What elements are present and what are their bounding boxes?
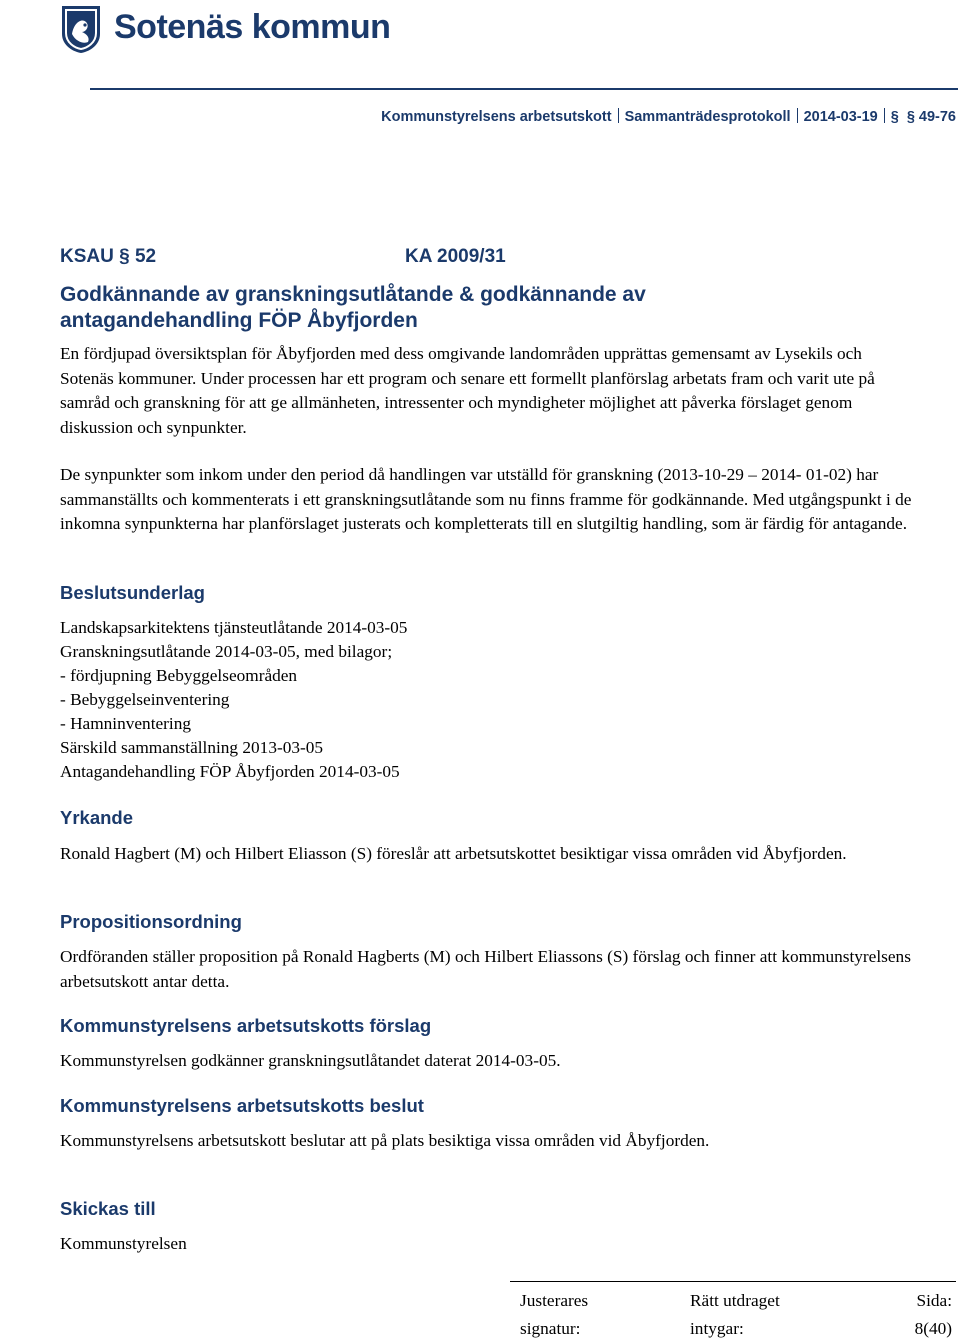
review-paragraph: De synpunkter som inkom under den period då handlingen var utställd för granskning (2013-10-29 – 2014- 01-02) har sammanställts och kommenterats i ett granskningsutlåtande som nu finns framme för godkännande. Med utgångspunkt i de inkomna synpunkterna har planförslaget justerats och kompletterats till en slutgiltig handling, som är färdig för antagande. <box>60 465 912 533</box>
case-title <box>60 282 920 334</box>
document-type: Sammanträdesprotokoll <box>624 109 791 125</box>
skickas-till-text: Kommunstyrelsen <box>60 1234 187 1253</box>
case-paragraph-id: KSAU § 52 <box>60 246 157 267</box>
section-heading-propositionsordning: Propositionsordning <box>60 911 242 932</box>
background-paragraph: En fördjupad översiktsplan för Åbyfjorden med dess omgivande landområden upprättas gemensamt av Lysekils och Sotenäs kommuner. Under processen har ett program och senare ett formellt planförslag arbetats fram och varit ute på samråd och granskning för att ge allmänheten, intressenter och myndigheter möjlighet att påverka förslaget genom diskussion och synpunkter. <box>60 344 875 437</box>
intygar-label: intygar: <box>690 1319 744 1338</box>
meeting-date: 2014-03-19 <box>803 109 878 125</box>
justerares-label: Justerares <box>520 1291 589 1310</box>
basis-item: Särskild sammanställning 2013-03-05 <box>60 738 324 757</box>
beslut-text: Kommunstyrelsens arbetsutskott beslutar att på plats besiktiga vissa områden vid Åbyfjorden. <box>60 1131 710 1150</box>
section-heading-yrkande: Yrkande <box>60 807 134 828</box>
basis-item: - Hamninventering <box>60 714 192 733</box>
protocol-header <box>381 108 956 125</box>
basis-item: - fördjupning Bebyggelseområden <box>60 666 298 685</box>
meeting-name: Kommunstyrelsens arbetsutskott <box>381 109 612 125</box>
separator <box>797 108 798 123</box>
basis-item: - Bebyggelseinventering <box>60 690 230 709</box>
page-number: 8(40) <box>914 1319 952 1338</box>
org-name: Sotenäs kommun <box>114 8 391 46</box>
sida-label: Sida: <box>916 1291 952 1310</box>
certified-extract-field <box>690 1287 780 1343</box>
page-number-field <box>915 1287 952 1343</box>
case-title-line-1: Godkännande av granskningsutlåtande & godkännande av <box>60 283 646 306</box>
header-divider <box>90 88 958 90</box>
yrkande-text: Ronald Hagbert (M) och Hilbert Eliasson (S) föreslår att arbetsutskottet besiktigar vissa områden vid Åbyfjorden. <box>60 844 847 863</box>
municipality-logo-icon <box>60 4 102 54</box>
paragraph-range: § 49-76 <box>906 109 956 125</box>
signatur-label: signatur: <box>520 1319 581 1338</box>
case-title-line-2: antagandehandling FÖP Åbyfjorden <box>60 309 418 332</box>
ratt-utdraget-label: Rätt utdraget <box>690 1291 780 1310</box>
section-heading-beslut: Kommunstyrelsens arbetsutskotts beslut <box>60 1095 424 1116</box>
section-heading-beslutsunderlag: Beslutsunderlag <box>60 582 205 603</box>
basis-item: Granskningsutlåtande 2014-03-05, med bilagor; <box>60 642 393 661</box>
separator <box>618 108 619 123</box>
forslag-text: Kommunstyrelsen godkänner granskningsutlåtandet daterat 2014-03-05. <box>60 1051 561 1070</box>
propositionsordning-text: Ordföranden ställer proposition på Ronald Hagberts (M) och Hilbert Eliassons (S) förslag och finner att kommunstyrelsens arbetsutskott antar detta. <box>60 947 911 991</box>
justerares-signature-field <box>520 1287 588 1343</box>
basis-item: Antagandehandling FÖP Åbyfjorden 2014-03-05 <box>60 762 400 781</box>
separator <box>884 108 885 123</box>
basis-item: Landskapsarkitektens tjänsteutlåtande 2014-03-05 <box>60 618 408 637</box>
case-ka-number: KA 2009/31 <box>405 246 506 267</box>
footer-divider <box>510 1281 956 1282</box>
paragraph-symbol: § <box>890 109 899 125</box>
section-heading-forslag: Kommunstyrelsens arbetsutskotts förslag <box>60 1015 432 1036</box>
section-heading-skickas-till: Skickas till <box>60 1198 156 1219</box>
